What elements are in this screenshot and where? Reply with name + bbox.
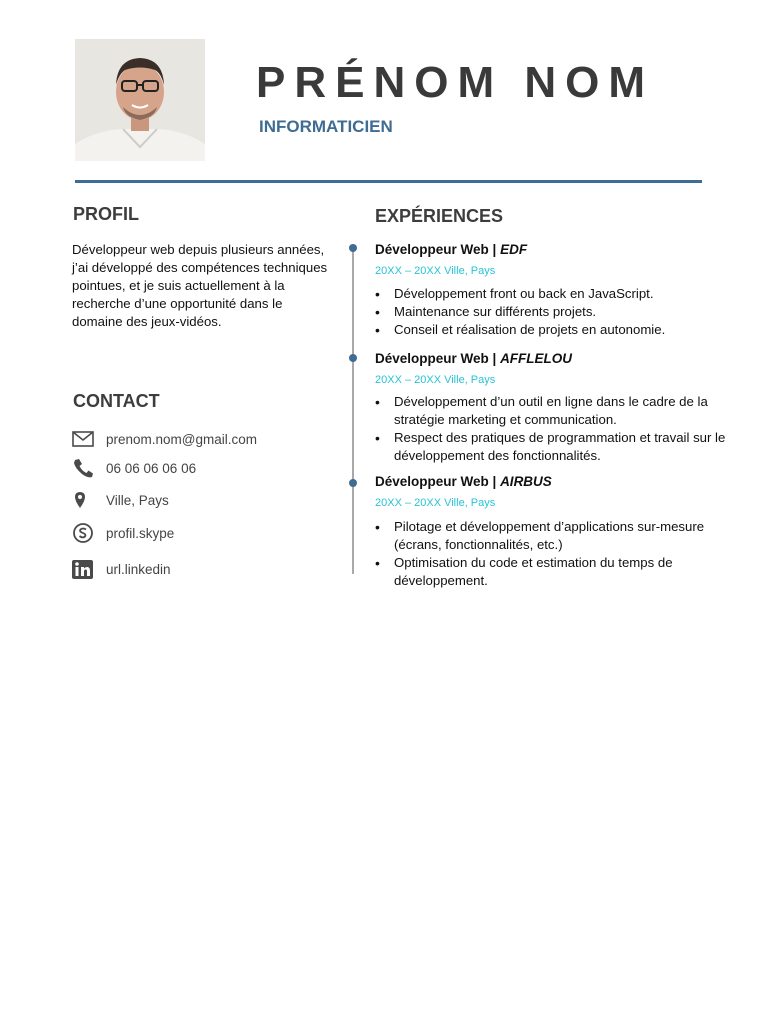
bullet-item: • Pilotage et développement d’applications sur-mesure (écrans, fonctionnalités, etc.) (375, 518, 737, 554)
contact-heading: CONTACT (73, 391, 160, 411)
profile-text: Développeur web depuis plusieurs années, j’ai développé des compétences techniques pointues, et je suis actuellement à la recherche d’une opportunité dans le domaine des jeux-vidéos. (72, 242, 328, 329)
location-value: Ville, Pays (106, 492, 169, 508)
timeline-line (352, 247, 354, 574)
linkedin-icon (72, 558, 96, 580)
email-icon (72, 428, 96, 450)
phone-icon (72, 457, 96, 479)
experience-company: AFFLELOU (500, 351, 573, 366)
bullet-item: • Conseil et réalisation de projets en autonomie. (375, 321, 737, 339)
experience-title (375, 351, 572, 366)
contact-skype[interactable] (72, 520, 174, 546)
location-pin-icon (72, 489, 96, 511)
profile-photo (75, 39, 205, 161)
experience-dates: 20XX – 20XX Ville, Pays (375, 374, 496, 386)
contact-email[interactable] (72, 426, 257, 452)
contact-linkedin[interactable] (72, 556, 171, 582)
skype-value: profil.skype (106, 525, 175, 541)
email-value: prenom.nom@gmail.com (106, 431, 258, 447)
header-divider (75, 180, 702, 183)
experience-company: EDF (500, 242, 528, 257)
timeline-dot (349, 244, 357, 252)
phone-value: 06 06 06 06 06 (106, 460, 197, 476)
bullet-item: • Respect des pratiques de programmation et travail sur le développement des fonctionnalités. (375, 429, 737, 465)
profile-heading: PROFIL (73, 204, 139, 224)
skype-icon (72, 522, 96, 544)
experience-bullets (375, 518, 737, 590)
bullet-item: • Maintenance sur différents projets. (375, 303, 737, 321)
experience-role: Développeur Web | (375, 351, 501, 366)
experience-bullets (375, 393, 737, 465)
experience-dates: 20XX – 20XX Ville, Pays (375, 265, 496, 277)
experiences-heading: EXPÉRIENCES (375, 206, 504, 226)
experience-role: Développeur Web | (375, 474, 501, 489)
bullet-item: • Optimisation du code et estimation du temps de développement. (375, 554, 737, 590)
linkedin-value: url.linkedin (106, 561, 171, 577)
experience-title (375, 242, 527, 257)
bullet-item: • Développement d’un outil en ligne dans le cadre de la stratégie marketing et communication. (375, 393, 737, 429)
candidate-name: PRÉNOM NOM (256, 58, 654, 107)
experience-role: Développeur Web | (375, 242, 501, 257)
experience-company: AIRBUS (500, 474, 552, 489)
job-title: INFORMATICIEN (259, 117, 393, 136)
contact-phone[interactable] (72, 455, 196, 481)
experience-title (375, 474, 552, 489)
experience-dates: 20XX – 20XX Ville, Pays (375, 497, 496, 509)
timeline-dot (349, 479, 357, 487)
bullet-item: • Développement front ou back en JavaScript. (375, 285, 737, 303)
experience-bullets (375, 285, 737, 339)
contact-location (72, 487, 169, 513)
timeline-dot (349, 354, 357, 362)
